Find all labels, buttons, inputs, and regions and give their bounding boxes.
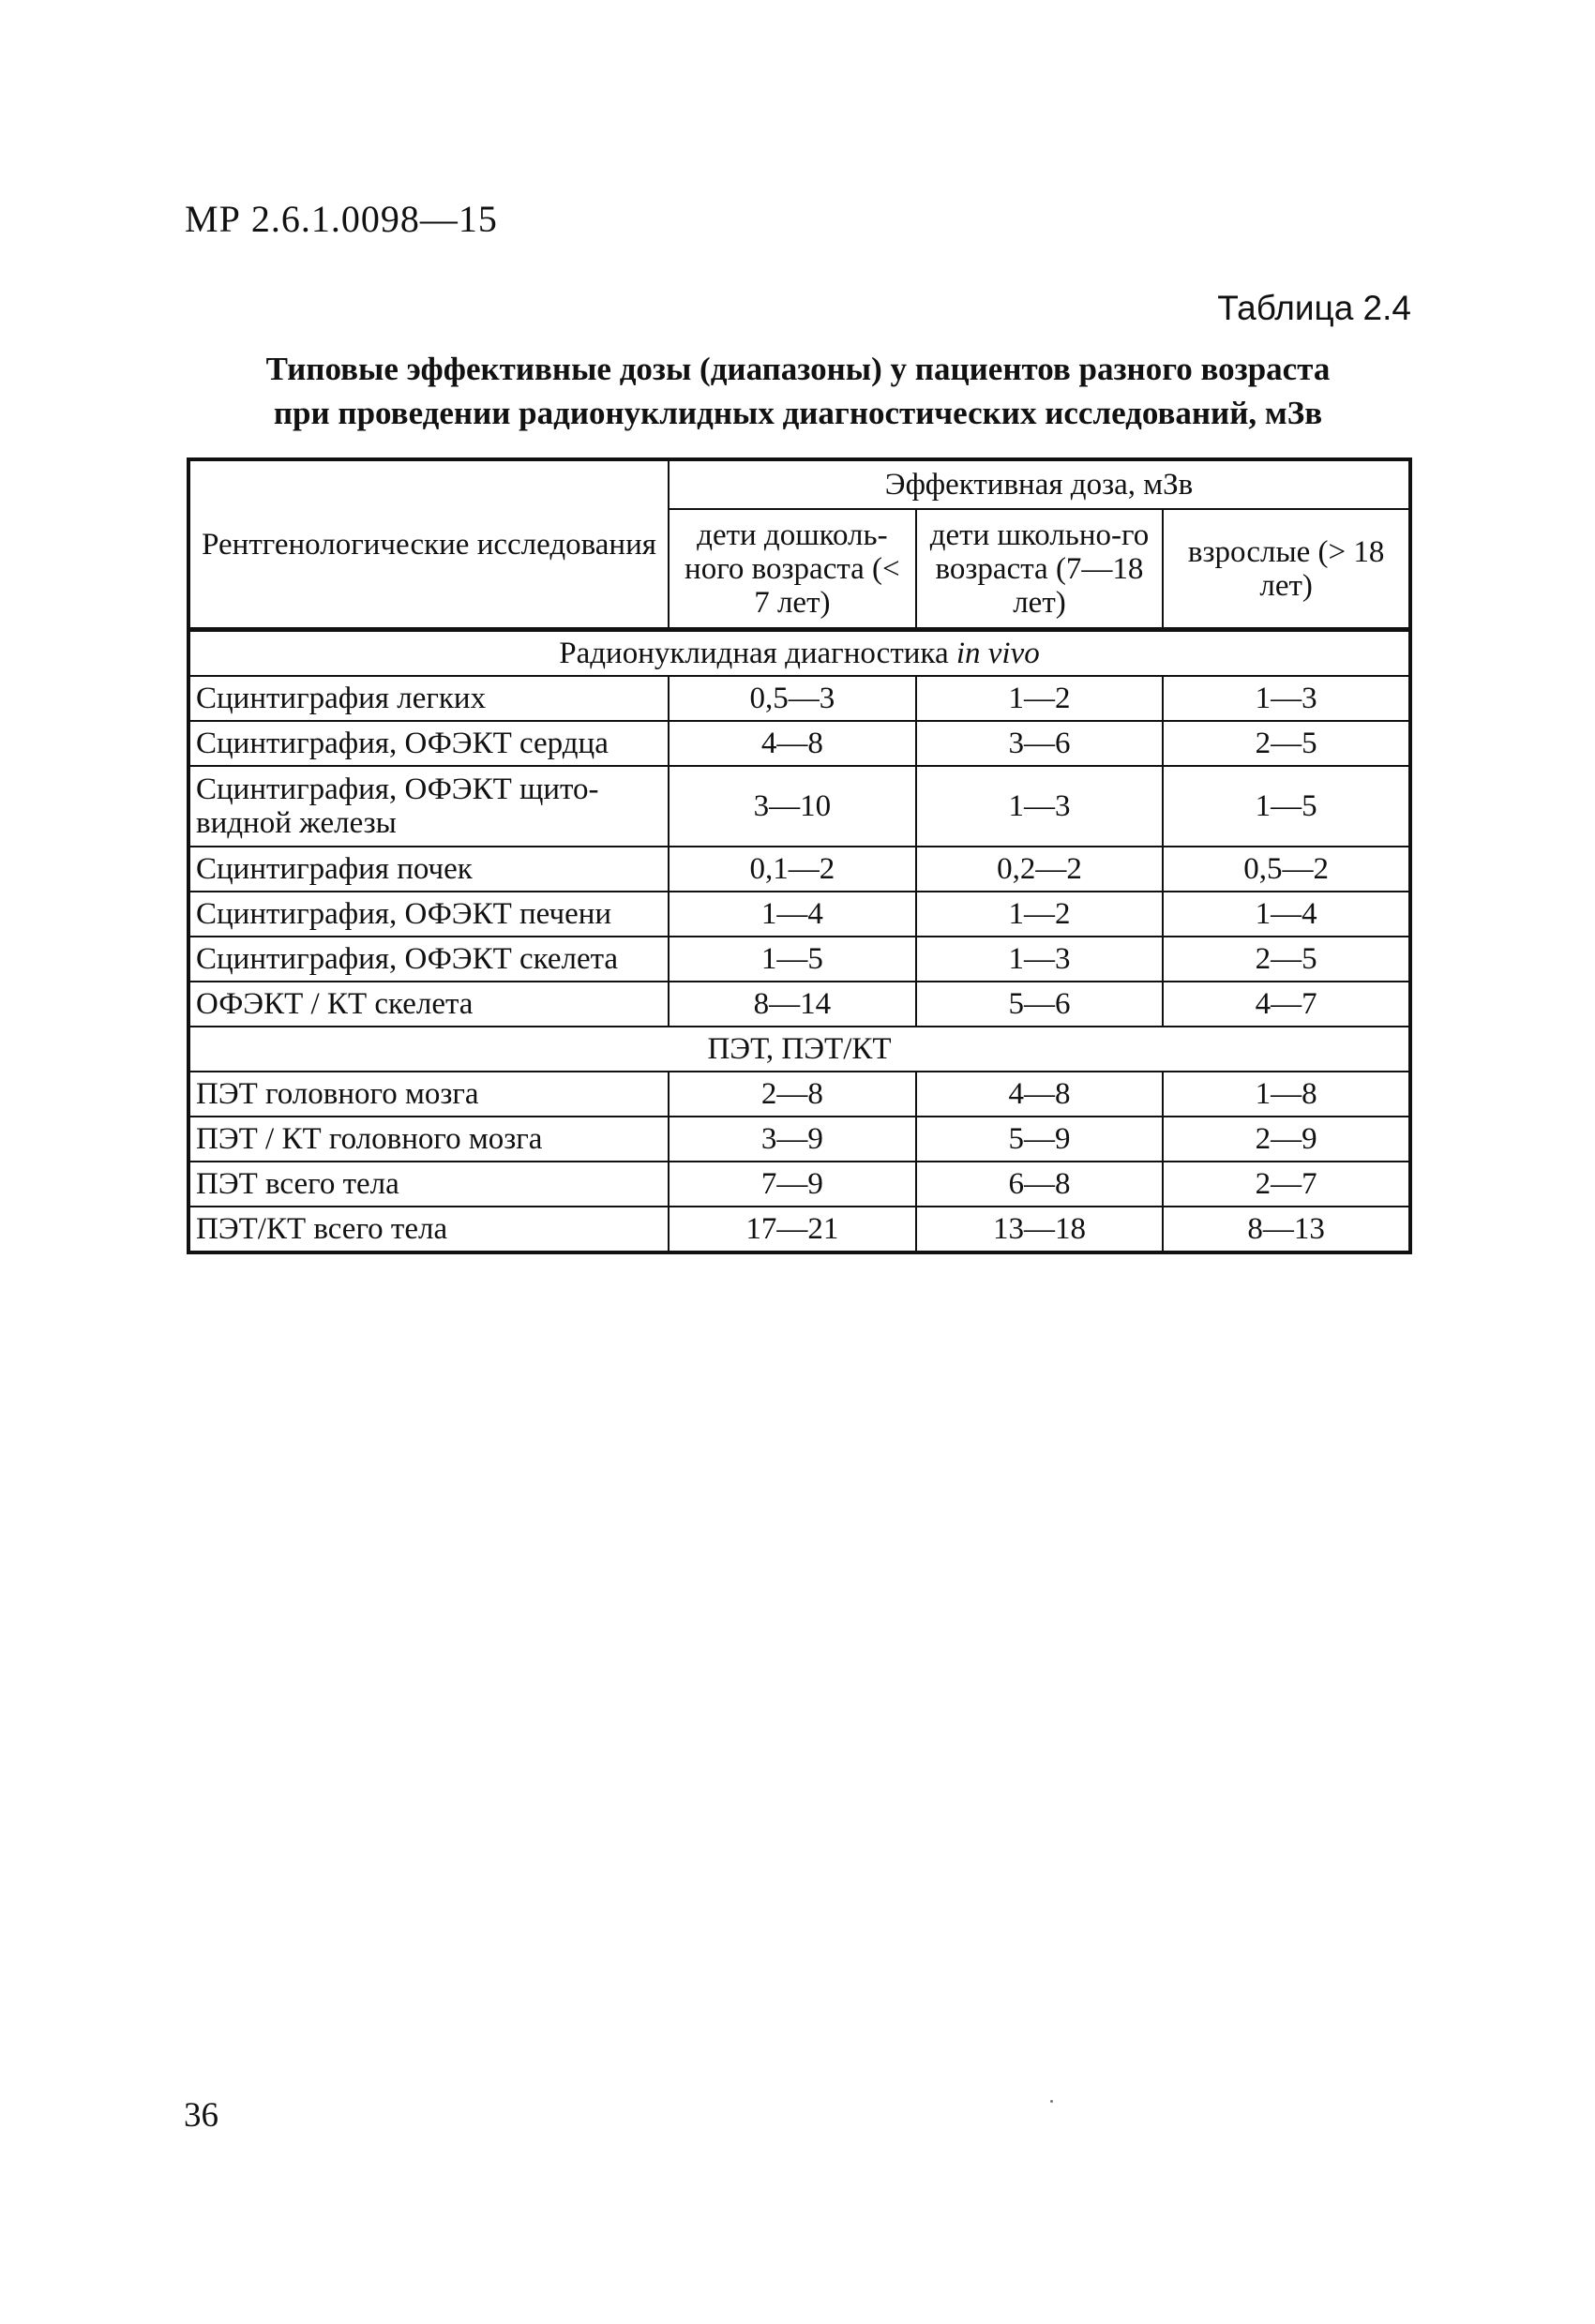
row-name-cell: Сцинтиграфия легких: [188, 676, 669, 721]
table-number-label: Таблица 2.4: [1217, 289, 1411, 327]
adult-dose-cell: 0,5—2: [1163, 847, 1410, 892]
table-row: [188, 982, 1410, 1027]
preschool-dose-cell: 4—8: [669, 721, 916, 766]
section-title: [188, 630, 1410, 677]
school-dose-cell: 5—6: [916, 982, 1164, 1027]
adult-dose-cell: 2—9: [1163, 1117, 1410, 1162]
row-name-cell: Сцинтиграфия, ОФЭКТ печени: [188, 892, 669, 937]
table-row: [188, 1072, 1410, 1117]
adult-dose-cell: 4—7: [1163, 982, 1410, 1027]
table-caption: [184, 347, 1412, 435]
column-group-header-effective-dose: Эффективная доза, мЗв: [669, 459, 1410, 509]
preschool-dose-cell: 2—8: [669, 1072, 916, 1117]
table-row: [188, 892, 1410, 937]
school-dose-cell: 3—6: [916, 721, 1164, 766]
section-title: [188, 1027, 1410, 1072]
school-dose-cell: 1—2: [916, 892, 1164, 937]
table-row: [188, 766, 1410, 847]
caption-line-1: Типовые эффективные дозы (диапазоны) у пациентов разного возраста: [265, 351, 1331, 387]
school-dose-cell: 13—18: [916, 1207, 1164, 1252]
section-title-text: Радионуклидная диагностика: [559, 637, 956, 670]
school-dose-cell: 4—8: [916, 1072, 1164, 1117]
column-header-preschool-children: дети дошколь-ного возраста (< 7 лет): [669, 509, 916, 630]
section-header-row: [188, 630, 1410, 677]
preschool-dose-cell: 8—14: [669, 982, 916, 1027]
table-row: [188, 1117, 1410, 1162]
section-title-italic: in vivo: [955, 637, 1040, 670]
adult-dose-cell: 2—5: [1163, 937, 1410, 982]
row-name-cell: ПЭТ головного мозга: [188, 1072, 669, 1117]
row-name-cell: ПЭТ / КТ головного мозга: [188, 1117, 669, 1162]
preschool-dose-cell: 7—9: [669, 1162, 916, 1207]
row-name-cell: Сцинтиграфия, ОФЭКТ щито-видной железы: [188, 766, 669, 847]
row-name-cell: ОФЭКТ / КТ скелета: [188, 982, 669, 1027]
adult-dose-cell: 1—8: [1163, 1072, 1410, 1117]
preschool-dose-cell: 1—4: [669, 892, 916, 937]
column-header-examinations: Рентгенологические исследования: [188, 459, 669, 630]
table-row: [188, 937, 1410, 982]
school-dose-cell: 1—3: [916, 937, 1164, 982]
scan-speck: [1050, 2100, 1053, 2103]
dose-table-container: [187, 457, 1412, 1254]
section-header-row: [188, 1027, 1410, 1072]
row-name-cell: ПЭТ/КТ всего тела: [188, 1207, 669, 1252]
preschool-dose-cell: 1—5: [669, 937, 916, 982]
adult-dose-cell: 1—4: [1163, 892, 1410, 937]
document-code: МР 2.6.1.0098—15: [185, 198, 498, 240]
preschool-dose-cell: 17—21: [669, 1207, 916, 1252]
table-body: [188, 630, 1410, 1253]
row-name-cell: Сцинтиграфия, ОФЭКТ скелета: [188, 937, 669, 982]
preschool-dose-cell: 0,5—3: [669, 676, 916, 721]
effective-dose-table: [187, 457, 1412, 1254]
table-row: [188, 847, 1410, 892]
school-dose-cell: 0,2—2: [916, 847, 1164, 892]
page-number: 36: [184, 2096, 218, 2135]
row-name-cell: Сцинтиграфия почек: [188, 847, 669, 892]
school-dose-cell: 5—9: [916, 1117, 1164, 1162]
column-header-adults: взрослые (> 18 лет): [1163, 509, 1410, 630]
row-name-cell: Сцинтиграфия, ОФЭКТ сердца: [188, 721, 669, 766]
table-row: [188, 721, 1410, 766]
column-header-school-children: дети школьно-го возраста (7—18 лет): [916, 509, 1164, 630]
preschool-dose-cell: 0,1—2: [669, 847, 916, 892]
school-dose-cell: 1—3: [916, 766, 1164, 847]
preschool-dose-cell: 3—10: [669, 766, 916, 847]
school-dose-cell: 1—2: [916, 676, 1164, 721]
school-dose-cell: 6—8: [916, 1162, 1164, 1207]
table-row: [188, 1162, 1410, 1207]
table-row: [188, 1207, 1410, 1252]
preschool-dose-cell: 3—9: [669, 1117, 916, 1162]
caption-line-2: при проведении радионуклидных диагностических исследований, мЗв: [273, 395, 1323, 431]
adult-dose-cell: 2—5: [1163, 721, 1410, 766]
table-row: [188, 676, 1410, 721]
adult-dose-cell: 1—3: [1163, 676, 1410, 721]
adult-dose-cell: 1—5: [1163, 766, 1410, 847]
adult-dose-cell: 8—13: [1163, 1207, 1410, 1252]
section-title-text: ПЭТ, ПЭТ/КТ: [707, 1032, 892, 1066]
adult-dose-cell: 2—7: [1163, 1162, 1410, 1207]
row-name-cell: ПЭТ всего тела: [188, 1162, 669, 1207]
